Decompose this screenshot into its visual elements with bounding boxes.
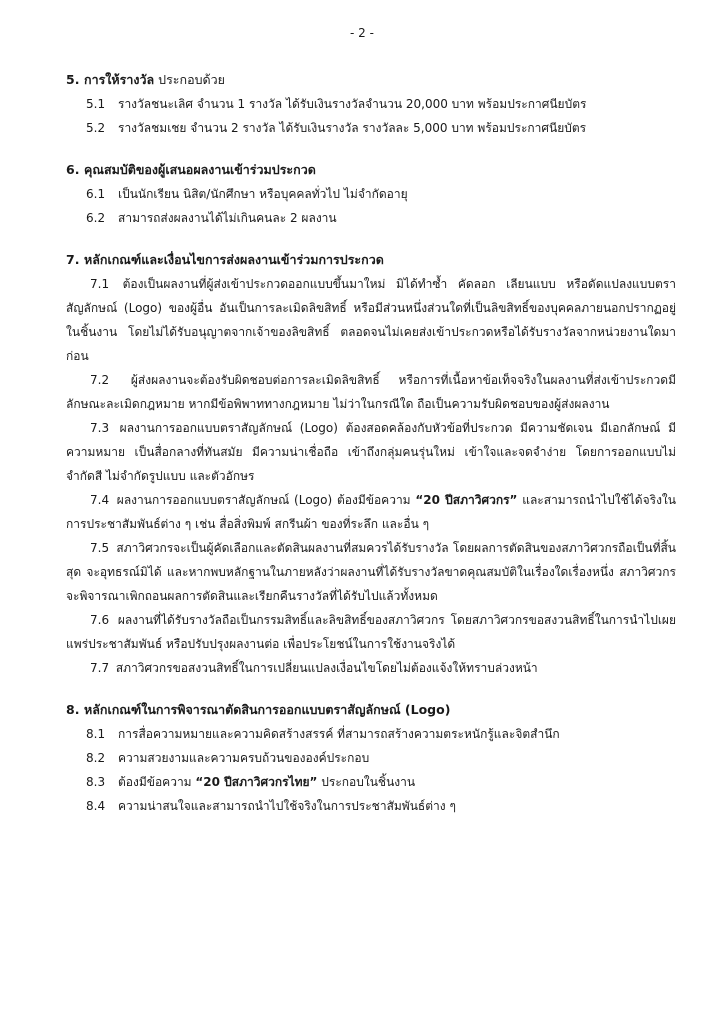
section-title: หลักเกณฑ์และเงื่อนไขการส่งผลงานเข้าร่วมการประกวด xyxy=(84,252,384,267)
item-number: 8.4 xyxy=(86,799,106,813)
item-text: ผู้ส่งผลงานจะต้องรับผิดชอบต่อการละเมิดลิขสิทธิ์ หรือการที่เนื้อหาข้อเท็จจริงในผลงานที่ส่งเข้าประกวดมีลักษณะละเมิดกฎหมาย หากมีข้อพิพาททางกฎหมาย ไม่ว่าในกรณีใด ถือเป็นความรับผิดชอบของผู้ส่งผลงาน xyxy=(66,373,676,411)
section-number: 5. xyxy=(66,72,80,87)
section-rules xyxy=(66,248,676,680)
paragraph-item xyxy=(66,488,676,536)
item-text: รางวัลชมเชย จำนวน 2 รางวัล ได้รับเงินรางวัล รางวัลละ 5,000 บาท พร้อมประกาศนียบัตร xyxy=(118,121,587,135)
section-eligibility xyxy=(66,158,676,230)
item-text-after: ประกอบในชิ้นงาน xyxy=(317,775,416,789)
item-number: 5.2 xyxy=(86,121,106,135)
section-heading xyxy=(66,698,676,722)
list-item xyxy=(86,722,676,746)
item-number: 7.2 xyxy=(90,373,110,387)
highlight-text: “20 ปีสภาวิศวกรไทย” xyxy=(195,775,318,789)
list-item xyxy=(86,92,676,116)
item-number: 6.2 xyxy=(86,211,106,225)
paragraph-item xyxy=(66,536,676,608)
item-text: ผลงานการออกแบบตราสัญลักษณ์ (Logo) ต้องมีข้อความ xyxy=(116,493,416,507)
paragraph-item xyxy=(66,368,676,416)
section-judging-criteria xyxy=(66,698,676,818)
item-text: ความน่าสนใจและสามารถนำไปใช้จริงในการประชาสัมพันธ์ต่าง ๆ xyxy=(118,799,456,813)
item-text: เป็นนักเรียน นิสิต/นักศึกษา หรือบุคคลทั่วไป ไม่จำกัดอายุ xyxy=(118,187,408,201)
item-text: ต้องเป็นผลงานที่ผู้ส่งเข้าประกวดออกแบบขึ้นมาใหม่ มิได้ทำซ้ำ คัดลอก เลียนแบบ หรือดัดแปลงแบบตราสัญลักษณ์ (Logo) ของผู้อื่น อันเป็นการละเมิดลิขสิทธิ์ หรือมีส่วนหนึ่งส่วนใดที่เป็นลิขสิทธิ์ของบุคคลภายนอกปรากฏอยู่ในชิ้นงาน โดยไม่ได้รับอนุญาตจากเจ้าของลิขสิทธิ์ ตลอดจนไม่เคยส่งเข้าประกวดหรือได้รับรางวัลจากหน่วยงานใดมาก่อน xyxy=(66,277,676,363)
item-text: สภาวิศวกรจะเป็นผู้คัดเลือกและตัดสินผลงานที่สมควรได้รับรางวัล โดยผลการตัดสินของสภาวิศวกรถือเป็นที่สิ้นสุด จะอุทธรณ์มิได้ และหากพบหลักฐานในภายหลังว่าผลงานที่ได้รับรางวัลขาดคุณสมบัติในเรื่องใดเรื่องหนึ่ง สภาวิศวกรจะพิจารณาเพิกถอนผลการตัดสินและเรียกคืนรางวัลที่ได้รับไปแล้วทั้งหมด xyxy=(66,541,676,603)
list-item xyxy=(86,770,676,794)
section-title: หลักเกณฑ์ในการพิจารณาตัดสินการออกแบบตราสัญลักษณ์ (Logo) xyxy=(84,702,451,717)
section-awards xyxy=(66,68,676,140)
item-number: 7.4 xyxy=(90,493,110,507)
item-text-after: และสามารถนำไปใช้ได้จริงในการประชาสัมพันธ์ต่าง ๆ เช่น สื่อสิ่งพิมพ์ สกรีนผ้า ของที่ระลึก และอื่น ๆ xyxy=(66,493,676,531)
section-number: 7. xyxy=(66,252,80,267)
section-heading xyxy=(66,68,676,92)
item-number: 6.1 xyxy=(86,187,106,201)
item-number: 8.3 xyxy=(86,775,106,789)
paragraph-item xyxy=(66,608,676,656)
item-text: สภาวิศวกรขอสงวนสิทธิ์ในการเปลี่ยนแปลงเงื่อนไขโดยไม่ต้องแจ้งให้ทราบล่วงหน้า xyxy=(115,661,538,675)
item-text: ผลงานการออกแบบตราสัญลักษณ์ (Logo) ต้องสอดคล้องกับหัวข้อที่ประกวด มีความชัดเจน มีเอกลักษณ์ มีความหมาย เป็นสื่อกลางที่ทันสมัย มีความน่าเชื่อถือ เข้าถึงกลุ่มคนรุ่นใหม่ เข้าใจและจดจำง่าย โดยการออกแบบไม่จำกัดสี ไม่จำกัดรูปแบบ และตัวอักษร xyxy=(66,421,676,483)
item-number: 7.6 xyxy=(90,613,110,627)
section-number: 8. xyxy=(66,702,80,717)
list-item xyxy=(86,116,676,140)
section-title: คุณสมบัติของผู้เสนอผลงานเข้าร่วมประกวด xyxy=(84,162,316,177)
item-number: 8.1 xyxy=(86,727,106,741)
item-text: สามารถส่งผลงานได้ไม่เกินคนละ 2 ผลงาน xyxy=(118,211,337,225)
item-number: 8.2 xyxy=(86,751,106,765)
item-text: ต้องมีข้อความ xyxy=(118,775,196,789)
section-title: การให้รางวัล xyxy=(84,72,155,87)
paragraph-item xyxy=(66,656,676,680)
list-item xyxy=(86,794,676,818)
item-number: 7.5 xyxy=(90,541,110,555)
list-item xyxy=(86,182,676,206)
item-text: รางวัลชนะเลิศ จำนวน 1 รางวัล ได้รับเงินรางวัลจำนวน 20,000 บาท พร้อมประกาศนียบัตร xyxy=(118,97,587,111)
document-body xyxy=(66,68,676,818)
list-item xyxy=(86,746,676,770)
item-text: ผลงานที่ได้รับรางวัลถือเป็นกรรมสิทธิ์และลิขสิทธิ์ของสภาวิศวกร โดยสภาวิศวกรขอสงวนสิทธิ์ในการนำไปเผยแพร่ประชาสัมพันธ์ หรือปรับปรุงผลงานต่อ เพื่อประโยชน์ในการใช้งานจริงได้ xyxy=(66,613,676,651)
page-number: - 2 - xyxy=(350,26,374,40)
item-number: 5.1 xyxy=(86,97,106,111)
highlight-text: “20 ปีสภาวิศวกร” xyxy=(415,493,518,507)
list-item xyxy=(86,206,676,230)
paragraph-item xyxy=(66,272,676,368)
paragraph-item xyxy=(66,416,676,488)
item-text: ความสวยงามและความครบถ้วนขององค์ประกอบ xyxy=(118,751,370,765)
section-title-suffix: ประกอบด้วย xyxy=(154,72,225,87)
item-number: 7.7 xyxy=(90,661,110,675)
section-number: 6. xyxy=(66,162,80,177)
section-heading xyxy=(66,158,676,182)
item-number: 7.1 xyxy=(90,277,110,291)
item-text: การสื่อความหมายและความคิดสร้างสรรค์ ที่สามารถสร้างความตระหนักรู้และจิตสำนึก xyxy=(118,727,560,741)
item-number: 7.3 xyxy=(90,421,110,435)
section-heading xyxy=(66,248,676,272)
